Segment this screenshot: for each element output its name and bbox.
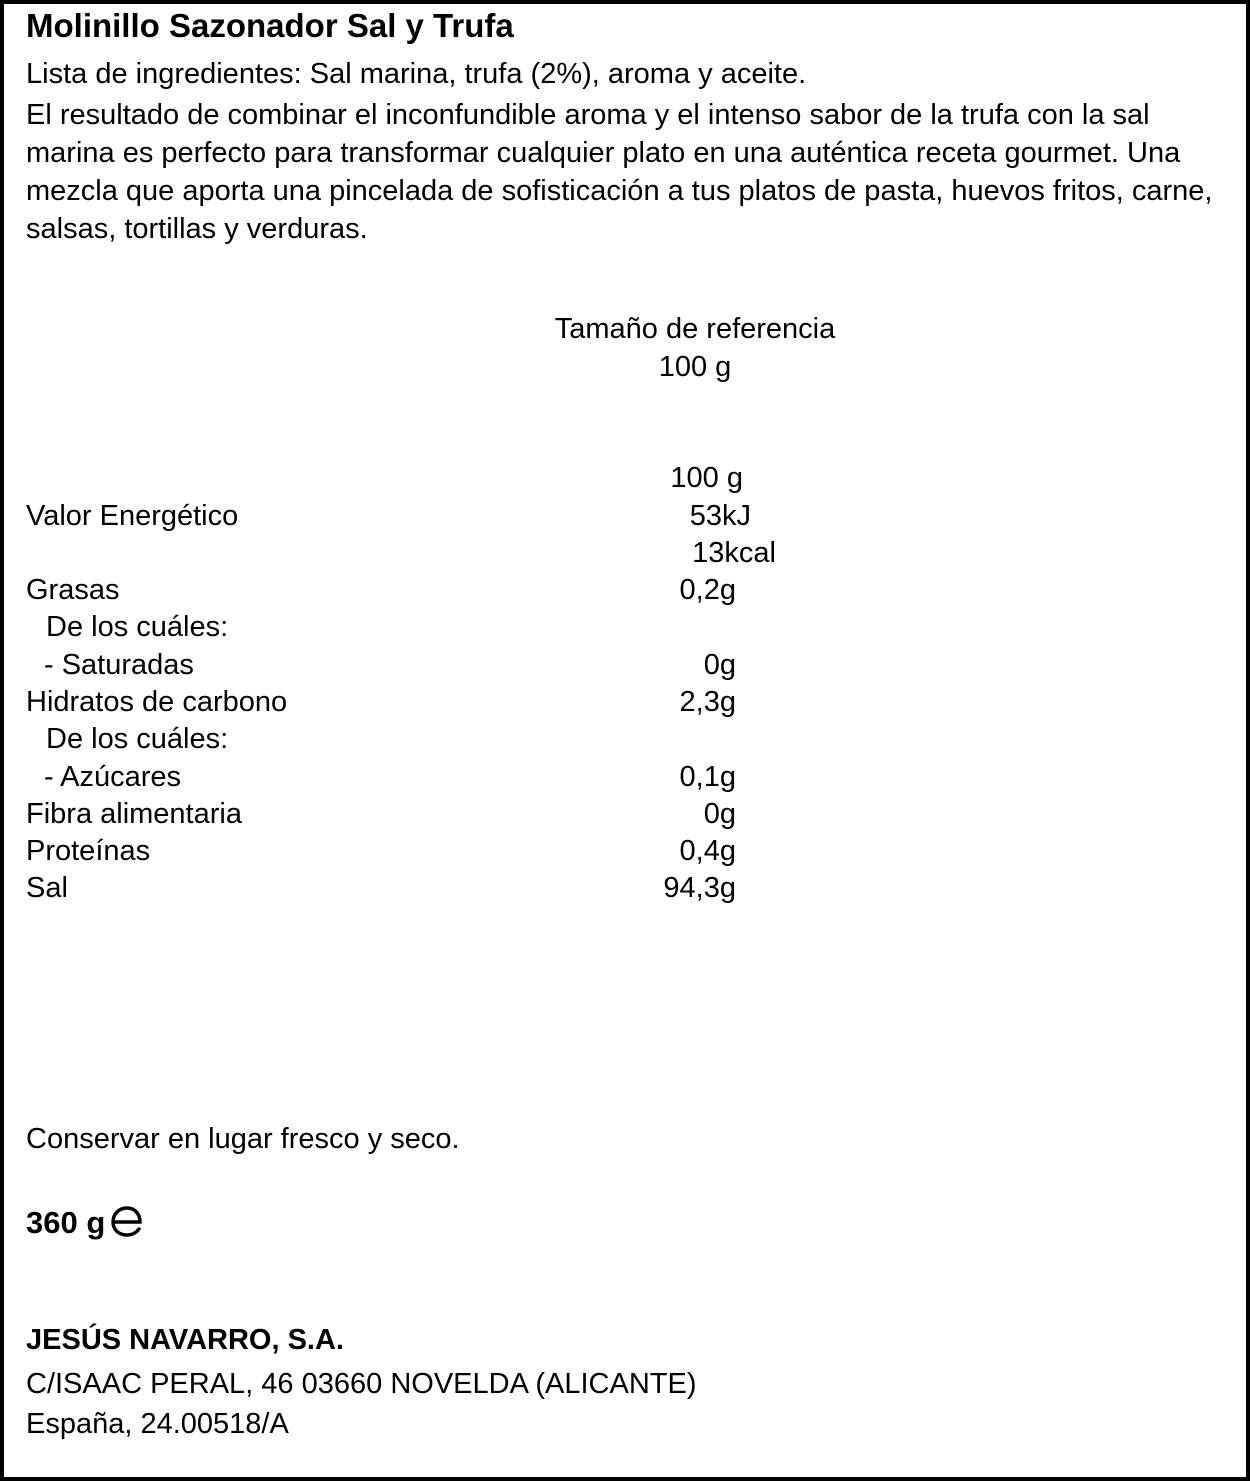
- nutrition-label-saturated: - Saturadas: [44, 649, 194, 681]
- nutrition-value-protein: 0,4g: [679, 835, 736, 867]
- nutrition-label-fat: Grasas: [26, 574, 120, 606]
- product-title: Molinillo Sazonador Sal y Trufa: [26, 7, 514, 44]
- nutrition-value-energy-kcal: 13kcal: [692, 537, 776, 569]
- net-weight-value: 360 g: [26, 1205, 106, 1240]
- nutrition-label-of-which-2: De los cuáles:: [46, 723, 229, 755]
- storage-instructions: Conservar en lugar fresco y seco.: [26, 1123, 460, 1155]
- nutrition-label-of-which-1: De los cuáles:: [46, 611, 229, 643]
- nutrition-label-sugars: - Azúcares: [44, 761, 181, 793]
- nutrition-value-salt: 94,3g: [663, 872, 736, 904]
- nutrition-value-saturated: 0g: [703, 649, 736, 681]
- reference-size-value: 100 g: [658, 351, 732, 383]
- nutrition-label-fibre: Fibra alimentaria: [26, 798, 242, 830]
- manufacturer-address: C/ISAAC PERAL, 46 03660 NOVELDA (ALICANTE): [26, 1368, 697, 1400]
- manufacturer-registry: España, 24.00518/A: [26, 1408, 289, 1440]
- manufacturer-name: JESÚS NAVARRO, S.A.: [26, 1324, 344, 1356]
- nutrition-label-salt: Sal: [26, 872, 68, 904]
- nutrition-label-protein: Proteínas: [26, 835, 151, 867]
- nutrition-column-header: 100 g: [670, 462, 743, 494]
- nutrition-value-fibre: 0g: [703, 798, 736, 830]
- nutrition-label-carbohydrates: Hidratos de carbono: [26, 686, 288, 718]
- ingredients-list: Lista de ingredientes: Sal marina, trufa (2%), aroma y aceite.: [26, 58, 807, 90]
- reference-size-label: Tamaño de referencia: [554, 313, 836, 345]
- nutrition-value-carbohydrates: 2,3g: [679, 686, 736, 718]
- product-description: El resultado de combinar el inconfundible aroma y el intenso sabor de la trufa con la sal marina es perfecto para transformar cualquier plato en una auténtica receta gourmet. Una mezcla que aporta una pincelada de sofisticación a tus platos de pasta, huevos fritos, carne, salsas, tortillas y verduras.: [26, 99, 1213, 245]
- estimated-sign-icon: [109, 1205, 145, 1245]
- nutrition-value-fat: 0,2g: [679, 574, 736, 606]
- net-weight: [26, 1205, 145, 1245]
- nutrition-value-sugars: 0,1g: [679, 761, 736, 793]
- nutrition-label-energy: Valor Energético: [26, 500, 239, 532]
- nutrition-value-energy-kj: 53kJ: [689, 500, 751, 532]
